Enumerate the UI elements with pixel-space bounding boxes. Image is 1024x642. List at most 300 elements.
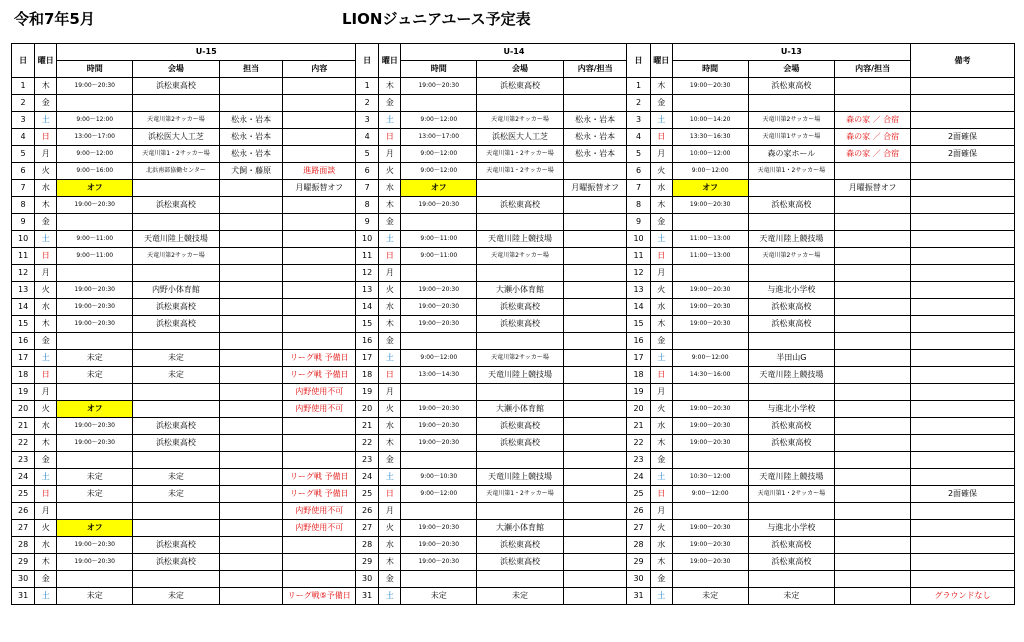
day-cell: 4 [356,129,379,146]
weekday-cell: 土 [650,231,672,248]
day-cell: 31 [12,588,35,605]
u15-staff-cell [219,197,283,214]
u15-content-cell [283,146,356,163]
u13-venue-cell: 浜松東高校 [748,435,835,452]
u15-staff-cell [219,78,283,95]
weekday-cell: 水 [650,537,672,554]
u15-staff-cell [219,537,283,554]
day-cell: 6 [356,163,379,180]
u13-content-staff-cell [835,384,911,401]
u15-content-cell [283,129,356,146]
u14-venue-cell [477,180,564,197]
u15-staff-cell [219,265,283,282]
day-cell: 19 [627,384,650,401]
u13-time-cell [672,503,748,520]
weekday-cell: 木 [650,554,672,571]
u13-venue-cell: 未定 [748,588,835,605]
u13-time-cell: 9:00～12:00 [672,486,748,503]
day-cell: 4 [12,129,35,146]
weekday-cell: 木 [35,435,57,452]
u14-time-cell [401,503,477,520]
day-cell: 21 [12,418,35,435]
u13-time-cell [672,384,748,401]
day-cell: 2 [12,95,35,112]
u13-venue-cell [748,95,835,112]
weekday-cell: 水 [35,537,57,554]
u14-time-cell: 9:00～12:00 [401,146,477,163]
u13-content-staff-cell [835,486,911,503]
u15-staff-cell [219,469,283,486]
note-cell [910,78,1014,95]
u15-staff-cell [219,571,283,588]
day-cell: 31 [627,588,650,605]
note-cell: グラウンドなし [910,588,1014,605]
table-row [12,452,1015,469]
weekday-cell: 月 [35,146,57,163]
u14-content-staff-cell [563,486,627,503]
note-cell [910,333,1014,350]
weekday-cell: 土 [35,112,57,129]
u13-venue-cell [748,214,835,231]
u14-time-cell [401,214,477,231]
u13-content-staff-cell [835,571,911,588]
table-row [12,197,1015,214]
weekday-cell: 火 [379,163,401,180]
u14-time-cell [401,95,477,112]
u15-venue-cell: 未定 [133,588,220,605]
group-u14: U-14 [401,44,627,61]
weekday-cell: 日 [379,129,401,146]
weekday-cell: 木 [379,435,401,452]
note-cell [910,95,1014,112]
u14-venue-cell: 天竜川第1・2サッカー場 [477,486,564,503]
u15-staff-cell [219,452,283,469]
header-row-2 [12,61,1015,78]
u15-staff-cell [219,418,283,435]
day-cell: 14 [356,299,379,316]
u13-time-cell [672,265,748,282]
u15-venue-cell: 天竜川第2サッカー場 [133,112,220,129]
u13-time-cell: 19:00～20:30 [672,197,748,214]
u15-venue-cell: 天竜川第2サッカー場 [133,248,220,265]
u14-time-cell: 9:00～10:30 [401,469,477,486]
u13-venue-cell: 森の家ホール [748,146,835,163]
u15-venue-cell [133,503,220,520]
day-cell: 25 [12,486,35,503]
u13-venue-cell: 浜松東高校 [748,78,835,95]
u13-time-cell [672,214,748,231]
day-cell: 15 [356,316,379,333]
u15-venue-cell: 浜松東高校 [133,554,220,571]
schedule-table [11,43,1015,605]
u15-staff-cell [219,248,283,265]
table-row [12,537,1015,554]
day-cell: 17 [627,350,650,367]
weekday-cell: 土 [35,350,57,367]
u15-content-cell: 内野使用不可 [283,401,356,418]
u15-venue-cell: 浜松東高校 [133,435,220,452]
note-cell [910,299,1014,316]
day-cell: 13 [627,282,650,299]
u14-content-staff-cell [563,452,627,469]
u15-time-cell [57,333,133,350]
u15-content-cell [283,248,356,265]
u13-venue-cell: 与進北小学校 [748,282,835,299]
table-row [12,163,1015,180]
weekday-cell: 金 [650,95,672,112]
u15-content-cell [283,95,356,112]
u15-venue-cell [133,333,220,350]
u15-content-cell: 内野使用不可 [283,503,356,520]
note-cell: 2面確保 [910,129,1014,146]
weekday-cell: 火 [379,520,401,537]
u14-venue-cell: 天竜川第1・2サッカー場 [477,163,564,180]
u15-venue-cell [133,214,220,231]
u14-content-staff-cell [563,571,627,588]
u15-time-cell: 19:00～20:30 [57,78,133,95]
u15-time-cell [57,214,133,231]
u15-venue-cell [133,265,220,282]
col-note: 備考 [910,44,1014,78]
day-cell: 5 [627,146,650,163]
u14-time-cell: 未定 [401,588,477,605]
table-row [12,384,1015,401]
u14-content-staff-cell: 松永・岩本 [563,112,627,129]
weekday-cell: 日 [650,129,672,146]
u13-time-cell: 19:00～20:30 [672,282,748,299]
u15-staff-cell [219,316,283,333]
day-cell: 16 [627,333,650,350]
u14-content-staff-cell [563,282,627,299]
table-row [12,231,1015,248]
col-content-staff: 内容/担当 [563,61,627,78]
weekday-cell: 木 [379,554,401,571]
u15-venue-cell: 浜松東高校 [133,537,220,554]
table-row [12,418,1015,435]
u15-time-cell: 19:00～20:30 [57,554,133,571]
u15-venue-cell: 未定 [133,469,220,486]
note-cell [910,180,1014,197]
u14-content-staff-cell [563,520,627,537]
u14-content-staff-cell [563,554,627,571]
u15-time-cell: 19:00～20:30 [57,197,133,214]
u14-content-staff-cell [563,503,627,520]
u13-venue-cell: 与進北小学校 [748,401,835,418]
note-cell [910,520,1014,537]
u15-venue-cell: 内野小体育館 [133,282,220,299]
day-cell: 26 [12,503,35,520]
note-cell [910,231,1014,248]
u15-venue-cell [133,180,220,197]
table-row [12,367,1015,384]
table-row [12,469,1015,486]
table-row [12,112,1015,129]
u14-venue-cell: 浜松東高校 [477,316,564,333]
day-cell: 18 [12,367,35,384]
note-cell [910,163,1014,180]
u14-time-cell [401,384,477,401]
day-cell: 25 [356,486,379,503]
day-cell: 25 [627,486,650,503]
u14-venue-cell [477,571,564,588]
u14-venue-cell: 浜松東高校 [477,197,564,214]
u13-venue-cell: 浜松東高校 [748,316,835,333]
weekday-cell: 木 [650,316,672,333]
u14-time-cell: 19:00～20:30 [401,435,477,452]
weekday-cell: 土 [379,469,401,486]
col-weekday: 曜日 [650,44,672,78]
day-cell: 9 [627,214,650,231]
weekday-cell: 水 [379,537,401,554]
u15-content-cell: 月曜振替オフ [283,180,356,197]
table-row [12,129,1015,146]
note-cell [910,316,1014,333]
u13-content-staff-cell [835,401,911,418]
u13-venue-cell: 半田山G [748,350,835,367]
day-cell: 10 [12,231,35,248]
note-cell [910,112,1014,129]
table-row [12,401,1015,418]
u15-venue-cell: 浜松東高校 [133,78,220,95]
day-cell: 28 [12,537,35,554]
day-cell: 18 [627,367,650,384]
day-cell: 11 [627,248,650,265]
day-cell: 17 [356,350,379,367]
weekday-cell: 月 [35,384,57,401]
u13-venue-cell: 天竜川第1・2サッカー場 [748,486,835,503]
u13-time-cell: 19:00～20:30 [672,316,748,333]
u13-time-cell [672,571,748,588]
u15-content-cell: リーグ戦 予備日 [283,367,356,384]
u13-content-staff-cell [835,78,911,95]
u15-time-cell: 19:00～20:30 [57,282,133,299]
weekday-cell: 水 [35,299,57,316]
header-row-1 [12,44,1015,61]
weekday-cell: 金 [650,571,672,588]
u15-content-cell: 内野使用不可 [283,520,356,537]
u13-content-staff-cell [835,350,911,367]
weekday-cell: 火 [650,163,672,180]
u15-venue-cell: 浜松東高校 [133,418,220,435]
day-cell: 23 [627,452,650,469]
day-cell: 2 [627,95,650,112]
u13-content-staff-cell [835,163,911,180]
day-cell: 30 [627,571,650,588]
day-cell: 2 [356,95,379,112]
note-cell [910,282,1014,299]
u13-time-cell: 19:00～20:30 [672,401,748,418]
u14-time-cell: 9:00～11:00 [401,248,477,265]
u15-content-cell [283,299,356,316]
u15-venue-cell: 浜松東高校 [133,299,220,316]
weekday-cell: 水 [35,180,57,197]
u15-staff-cell [219,95,283,112]
u15-time-cell: オフ [57,401,133,418]
day-cell: 24 [12,469,35,486]
note-cell: 2面確保 [910,146,1014,163]
u15-staff-cell [219,486,283,503]
day-cell: 8 [12,197,35,214]
day-cell: 19 [12,384,35,401]
u14-venue-cell [477,95,564,112]
u13-content-staff-cell [835,231,911,248]
note-cell [910,197,1014,214]
day-cell: 6 [627,163,650,180]
u14-content-staff-cell [563,78,627,95]
u15-venue-cell: 未定 [133,486,220,503]
weekday-cell: 金 [35,452,57,469]
u15-staff-cell [219,520,283,537]
u15-content-cell [283,265,356,282]
u15-staff-cell [219,554,283,571]
weekday-cell: 水 [379,299,401,316]
u15-venue-cell: 浜松医大人工芝 [133,129,220,146]
u14-time-cell: オフ [401,180,477,197]
day-cell: 10 [356,231,379,248]
u15-time-cell [57,452,133,469]
u15-time-cell: 19:00～20:30 [57,537,133,554]
day-cell: 22 [12,435,35,452]
day-cell: 29 [12,554,35,571]
u15-time-cell: オフ [57,180,133,197]
u13-content-staff-cell [835,248,911,265]
weekday-cell: 木 [650,435,672,452]
weekday-cell: 金 [650,214,672,231]
col-venue: 会場 [477,61,564,78]
group-u13: U-13 [672,44,910,61]
u13-venue-cell: 天竜川陸上競技場 [748,231,835,248]
u14-content-staff-cell [563,265,627,282]
weekday-cell: 木 [379,316,401,333]
u14-content-staff-cell [563,163,627,180]
u15-staff-cell [219,503,283,520]
weekday-cell: 日 [379,367,401,384]
u15-staff-cell: 犬飼・藤原 [219,163,283,180]
u15-content-cell [283,231,356,248]
day-cell: 27 [356,520,379,537]
weekday-cell: 月 [379,384,401,401]
day-cell: 24 [627,469,650,486]
u15-venue-cell [133,452,220,469]
u14-time-cell [401,452,477,469]
u14-content-staff-cell [563,197,627,214]
weekday-cell: 火 [650,520,672,537]
u13-content-staff-cell [835,520,911,537]
u13-time-cell: 19:00～20:30 [672,78,748,95]
u13-content-staff-cell [835,95,911,112]
u14-content-staff-cell [563,537,627,554]
weekday-cell: 月 [35,503,57,520]
u15-venue-cell: 天竜川陸上競技場 [133,231,220,248]
u13-content-staff-cell [835,537,911,554]
note-cell [910,401,1014,418]
weekday-cell: 火 [379,282,401,299]
day-cell: 30 [356,571,379,588]
day-cell: 21 [356,418,379,435]
u13-venue-cell: 天竜川第2サッカー場 [748,248,835,265]
day-cell: 22 [356,435,379,452]
weekday-cell: 木 [379,78,401,95]
u14-venue-cell [477,503,564,520]
u14-venue-cell [477,265,564,282]
day-cell: 7 [627,180,650,197]
u15-time-cell [57,384,133,401]
u14-content-staff-cell [563,333,627,350]
day-cell: 23 [356,452,379,469]
col-day: 日 [627,44,650,78]
u13-time-cell: 19:00～20:30 [672,554,748,571]
note-cell [910,418,1014,435]
u14-content-staff-cell [563,588,627,605]
col-time: 時間 [57,61,133,78]
weekday-cell: 金 [379,571,401,588]
weekday-cell: 月 [650,265,672,282]
day-cell: 20 [12,401,35,418]
u14-content-staff-cell [563,316,627,333]
col-venue: 会場 [748,61,835,78]
u15-time-cell: 未定 [57,367,133,384]
u15-content-cell: 内野使用不可 [283,384,356,401]
u15-venue-cell [133,520,220,537]
u14-venue-cell: 天竜川第1・2サッカー場 [477,146,564,163]
u15-venue-cell [133,401,220,418]
weekday-cell: 金 [379,214,401,231]
u13-time-cell: 未定 [672,588,748,605]
weekday-cell: 月 [379,265,401,282]
weekday-cell: 木 [35,316,57,333]
u13-content-staff-cell [835,299,911,316]
weekday-cell: 木 [35,78,57,95]
table-body [12,44,1015,605]
day-cell: 18 [356,367,379,384]
note-cell [910,469,1014,486]
note-cell [910,248,1014,265]
u14-venue-cell: 天竜川第2サッカー場 [477,248,564,265]
u15-time-cell: 13:00～17:00 [57,129,133,146]
weekday-cell: 水 [35,418,57,435]
u15-content-cell [283,554,356,571]
u13-content-staff-cell [835,316,911,333]
u15-time-cell [57,265,133,282]
u13-time-cell [672,95,748,112]
day-cell: 29 [627,554,650,571]
weekday-cell: 土 [379,588,401,605]
u13-venue-cell [748,503,835,520]
day-cell: 12 [627,265,650,282]
col-day: 日 [356,44,379,78]
u13-venue-cell: 天竜川陸上競技場 [748,469,835,486]
u15-staff-cell [219,367,283,384]
day-cell: 19 [356,384,379,401]
u14-content-staff-cell [563,435,627,452]
u13-content-staff-cell: 森の家 ／ 合宿 [835,112,911,129]
col-time: 時間 [401,61,477,78]
u15-content-cell: リーグ戦 予備日 [283,350,356,367]
weekday-cell: 土 [650,112,672,129]
col-staff: 担当 [219,61,283,78]
u14-venue-cell: 天竜川第2サッカー場 [477,112,564,129]
day-cell: 21 [627,418,650,435]
u13-content-staff-cell [835,435,911,452]
u14-content-staff-cell [563,367,627,384]
day-cell: 7 [12,180,35,197]
day-cell: 13 [12,282,35,299]
u15-staff-cell [219,350,283,367]
day-cell: 15 [12,316,35,333]
u13-content-staff-cell [835,503,911,520]
u13-content-staff-cell [835,197,911,214]
weekday-cell: 金 [379,452,401,469]
